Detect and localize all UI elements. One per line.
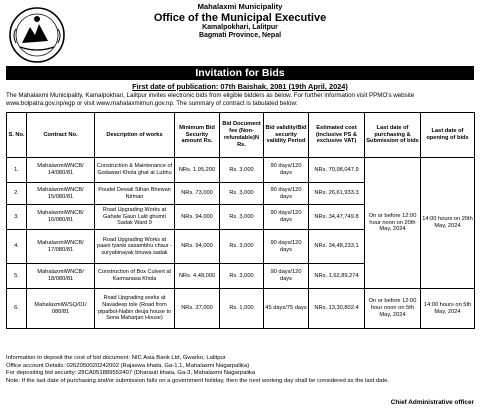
cell-validity: 90 days/120 days <box>264 183 309 205</box>
cell-fee: Rs. 3,000 <box>220 158 264 183</box>
col-header: Last date of purchasing & Submission of bids <box>365 113 421 158</box>
cell-contract: MahalaxmiWNCB/ 14/080/81 <box>27 158 95 183</box>
table-row <box>7 158 475 183</box>
col-header: Bid validity/Bid security validity Period <box>264 113 309 158</box>
cell-cost: NRs. 26,61,933.3 <box>309 183 365 205</box>
cell-validity: 90 days/120 days <box>264 205 309 230</box>
cell-cost: NRs. 34,47,749.8 <box>309 205 365 230</box>
footer-note: Note: If the last date of purchasing and/or submission falls on a government holiday, then the next working day shall be considered as the last date. <box>6 378 390 385</box>
footer-notes <box>6 355 474 386</box>
cell-fee: Rs. 3,000 <box>220 264 264 289</box>
cell-sn: 6. <box>7 289 27 329</box>
address-line-2: Bagmati Province, Nepal <box>198 32 282 40</box>
letterhead <box>0 3 480 40</box>
cell-fee: Rs. 1,000 <box>220 289 264 329</box>
col-header: Minimum Bid Security amount Rs. <box>175 113 220 158</box>
cell-sn: 5. <box>7 264 27 289</box>
office-name: Office of the Municipal Executive <box>153 11 327 24</box>
table-header-row <box>7 113 475 158</box>
cell-last-opening: 14:00 hours on 5th May, 2024 <box>421 289 475 329</box>
cell-validity: 90 days/120 days <box>264 158 309 183</box>
signature-title: Chief Administrative officer <box>390 399 474 406</box>
cell-validity: 90 days/120 days <box>264 230 309 264</box>
cell-contract: MahalaxmiWNCB/ 16/080/81 <box>27 205 95 230</box>
contracts-table <box>6 112 475 329</box>
cell-sn: 3. <box>7 205 27 230</box>
cell-validity: 90 days/120 days <box>264 264 309 289</box>
col-header: Last date of opening of bids <box>421 113 475 158</box>
col-header: Bid Document fee (Non-refundable)N Rs. <box>220 113 264 158</box>
cell-security: NRs. 73,000 <box>175 183 220 205</box>
cell-validity: 45 days/75 days <box>264 289 309 329</box>
cell-last-purchase: On or before 12:00 hour noon on 5th May, 2024 <box>365 289 421 329</box>
cell-last-purchase-merged: On or before 12:00 hour noon on 20th May, 2024 <box>365 158 421 289</box>
cell-fee: Rs. 3,000 <box>220 183 264 205</box>
cell-cost: NRs. 13,30,802.4 <box>309 289 365 329</box>
cell-fee: Rs. 3,000 <box>220 205 264 230</box>
cell-contract: MahalaxmiWNCB/ 18/080/81 <box>27 264 95 289</box>
cell-security: NRs. 4,48,000 <box>175 264 220 289</box>
cell-cost: NRs. 34,48,233.1 <box>309 230 365 264</box>
address-line-1: Kamalpokhari, Lalitpur <box>202 24 278 32</box>
cell-description: Construction & Maintenance of Godawari Khola ghat at Lubhu <box>95 158 175 183</box>
cell-cost: NRs. 70,98,047.9 <box>309 158 365 183</box>
org-name: Mahalaxmi Municipality <box>197 2 283 11</box>
footer-office-account: Office account Details: 0262050020242002 (Rajaswa khata, Ga-1.1, Mahalaxmi Nagarpalika) <box>6 362 250 369</box>
cell-security: NRs. 94,000 <box>175 230 220 264</box>
cell-last-opening-merged: 14:00 hours on 20th May, 2024 <box>421 158 475 289</box>
footer-bid-security: For depositing bid security: 28CA051889552407 (Dharauti khata, Ga-3, Mahalaxmi Nagarpalika <box>6 370 256 377</box>
cell-description: Construction of Box Culvert at Karmanasa Khola <box>95 264 175 289</box>
cell-contract: MahalaxmiWNCB/ 17/080/81 <box>27 230 95 264</box>
footer-bank-info: Information to deposit the cost of bid document: NIC Asia Bank Ltd, Gwarko, Lalitpur <box>6 355 226 361</box>
cell-sn: 2. <box>7 183 27 205</box>
intro-paragraph: The Mahalaxmi Municipality, Kamalpokhari, Lalitpur invites electronic bids from eligible bidders as below. For further information visit PPMO's website www.bolpatra.gov.np/egp or visit www.mahalaxmimun.gov.np. The summary of contract is tabulated below: <box>6 92 415 107</box>
cell-description: Road Upgrading works at Navadeep tole (Road from pipalbot-Nabin deuja house to Sona Maharjan House) <box>95 289 175 329</box>
cell-security: NRs. 1,95,200 <box>175 158 220 183</box>
table-row <box>7 289 475 329</box>
cell-cost: NRs. 1,62,89,274 <box>309 264 365 289</box>
cell-fee: Rs. 3,000 <box>220 230 264 264</box>
col-header: Contract No. <box>27 113 95 158</box>
cell-security: NRs. 94,000 <box>175 205 220 230</box>
cell-security: NRs. 37,000 <box>175 289 220 329</box>
col-header: Estimated cost (inclusive PS & exclusive VAT) <box>309 113 365 158</box>
cell-sn: 1. <box>7 158 27 183</box>
cell-description: Road Upgrading Works at Gahate Gaun Lalit ghumti Sadak Ward 9 <box>95 205 175 230</box>
cell-description: Road Upgrading Works at paani tyanki sasambhu chaur - suryabinayak biruwa sadak <box>95 230 175 264</box>
publication-date: First date of publication: 07th Baishak, 2081 (19th April, 2024) <box>132 82 348 91</box>
col-header: Description of works <box>95 113 175 158</box>
cell-description: Poudel Dewali Sthan Bhewan Nirman <box>95 183 175 205</box>
cell-contract: MahalaxmiW/SQ/01/ 080/81 <box>27 289 95 329</box>
cell-sn: 4. <box>7 230 27 264</box>
cell-contract: MahalaxmiWNCB/ 15/080/81 <box>27 183 95 205</box>
col-header: S. No. <box>7 113 27 158</box>
invitation-banner: Invitation for Bids <box>6 66 474 80</box>
